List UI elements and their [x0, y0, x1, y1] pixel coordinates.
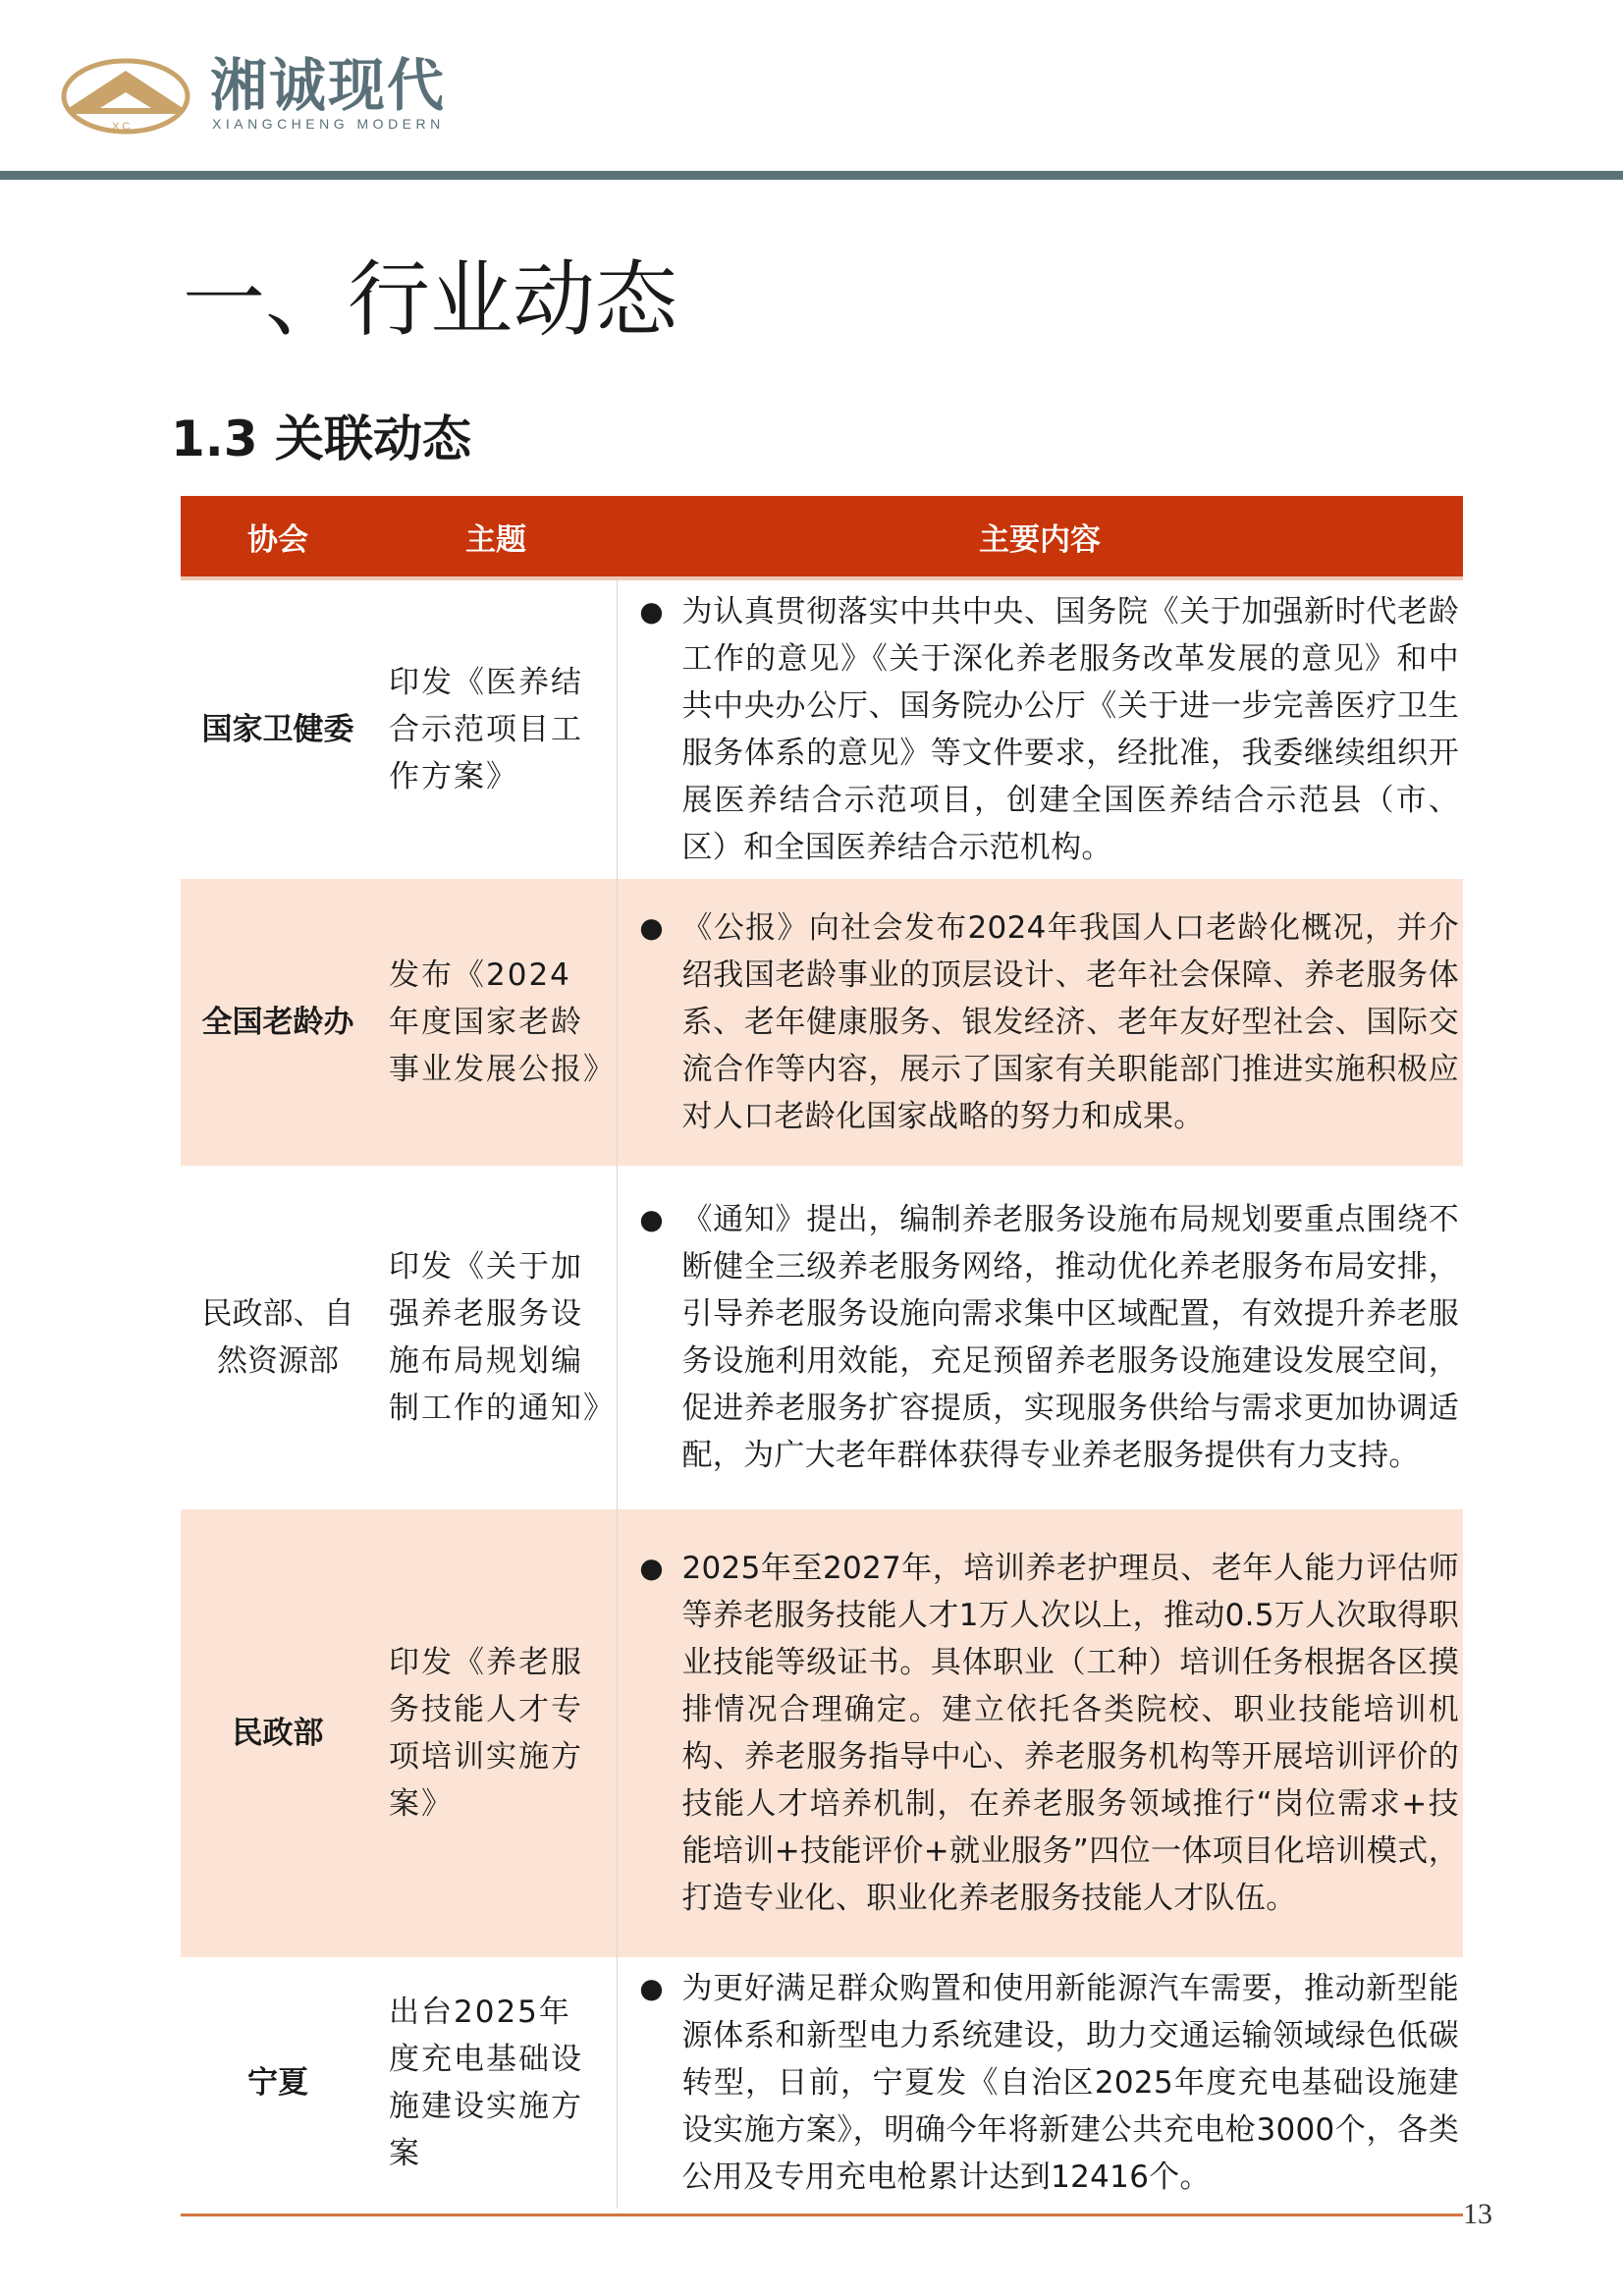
- content-text: 为认真贯彻落实中共中央、国务院《关于加强新时代老龄工作的意见》《关于深化养老服务改革发展的意见》和中共中央办公厅、国务院办公厅《关于进一步完善医疗卫生服务体系的意见》等文件要求，经批准，我委继续组织开展医养结合示范项目，创建全国医养结合示范县（市、区）和全国医养结合示范机构。: [681, 594, 1459, 865]
- content-cell: [617, 1957, 1463, 2209]
- topic-cell: [375, 1166, 617, 1509]
- association-cell: [181, 1957, 375, 2209]
- association-name: 全国老龄办: [201, 1005, 354, 1040]
- bullet-icon: ●: [639, 911, 664, 944]
- association-name: 宁夏: [247, 2065, 308, 2101]
- content-cell: [617, 578, 1463, 879]
- topic-text: 发布《2024年度国家老龄事业发展公报》: [389, 957, 616, 1087]
- table-row: [181, 578, 1463, 879]
- topic-cell: [375, 1509, 617, 1957]
- association-name: 民政部: [232, 1716, 324, 1751]
- logo-letters: X C: [112, 121, 131, 133]
- bullet-icon: ●: [639, 1203, 664, 1235]
- content-text: 为更好满足群众购置和使用新能源汽车需要，推动新型能源体系和新型电力系统建设，助力交通运输领域绿色低碳转型，日前，宁夏发《自治区2025年度充电基础设施建设实施方案》，明确今年将新建公共充电枪3000个，各类公用及专用充电枪累计达到12416个。: [681, 1971, 1459, 2195]
- table-row: [181, 1166, 1463, 1509]
- association-cell: [181, 578, 375, 879]
- topic-cell: [375, 578, 617, 879]
- page-header: [0, 0, 1623, 182]
- table-row: [181, 879, 1463, 1166]
- column-header-association: 协会: [181, 496, 375, 578]
- bullet-icon: ●: [639, 1552, 664, 1584]
- association-name: 民政部、自然资源部: [201, 1296, 354, 1379]
- bullet-icon: ●: [639, 1972, 664, 2004]
- topic-text: 出台2025年度充电基础设施建设实施方案: [389, 1995, 583, 2171]
- page-title: 一、行业动态: [183, 251, 678, 348]
- association-name: 国家卫健委: [201, 712, 354, 747]
- column-header-content: 主要内容: [617, 496, 1463, 578]
- xiangcheng-logo-icon: [61, 57, 190, 136]
- topic-cell: [375, 879, 617, 1166]
- content-text: 《公报》向社会发布2024年我国人口老龄化概况，并介绍我国老龄事业的顶层设计、老年社会保障、养老服务体系、老年健康服务、银发经济、老年友好型社会、国际交流合作等内容，展示了国家有关职能部门推进实施积极应对人口老龄化国家战略的努力和成果。: [681, 910, 1459, 1134]
- related-news-table: [181, 496, 1463, 2209]
- header-rule: [0, 171, 1623, 180]
- footer-rule: [181, 2214, 1463, 2216]
- page-number: 13: [1463, 2198, 1492, 2230]
- topic-text: 印发《关于加强养老服务设施布局规划编制工作的通知》: [389, 1249, 616, 1426]
- section-title: 1.3 关联动态: [171, 410, 471, 467]
- topic-text: 印发《养老服务技能人才专项培训实施方案》: [389, 1645, 583, 1822]
- content-cell: [617, 1166, 1463, 1509]
- content-text: 2025年至2027年，培训养老护理员、老年人能力评估师等养老服务技能人才1万人次以上，推动0.5万人次取得职业技能等级证书。具体职业（工种）培训任务根据各区摸排情况合理确定。建立依托各类院校、职业技能培训机构、养老服务指导中心、养老服务机构等开展培训评价的技能人才培养机制，在养老服务领域推行“岗位需求+技能培训+技能评价+就业服务”四位一体项目化培训模式，打造专业化、职业化养老服务技能人才队伍。: [681, 1551, 1459, 1916]
- association-cell: [181, 879, 375, 1166]
- table-row: [181, 1509, 1463, 1957]
- association-cell: [181, 1166, 375, 1509]
- topic-text: 印发《医养结合示范项目工作方案》: [389, 665, 583, 794]
- topic-cell: [375, 1957, 617, 2209]
- content-cell: [617, 1509, 1463, 1957]
- column-header-topic: 主题: [375, 496, 617, 578]
- association-cell: [181, 1509, 375, 1957]
- content-text: 《通知》提出，编制养老服务设施布局规划要重点围绕不断健全三级养老服务网络，推动优化养老服务布局安排，引导养老服务设施向需求集中区域配置，有效提升养老服务设施利用效能，充足预留养老服务设施建设发展空间，促进养老服务扩容提质，实现服务供给与需求更加协调适配，为广大老年群体获得专业养老服务提供有力支持。: [681, 1202, 1459, 1473]
- brand-name-english: XIANGCHENG MODERN: [212, 116, 445, 132]
- bullet-icon: ●: [639, 595, 664, 628]
- table-header-row: [181, 496, 1463, 578]
- table-row: [181, 1957, 1463, 2209]
- brand-name: 湘诚现代: [210, 52, 447, 119]
- content-cell: [617, 879, 1463, 1166]
